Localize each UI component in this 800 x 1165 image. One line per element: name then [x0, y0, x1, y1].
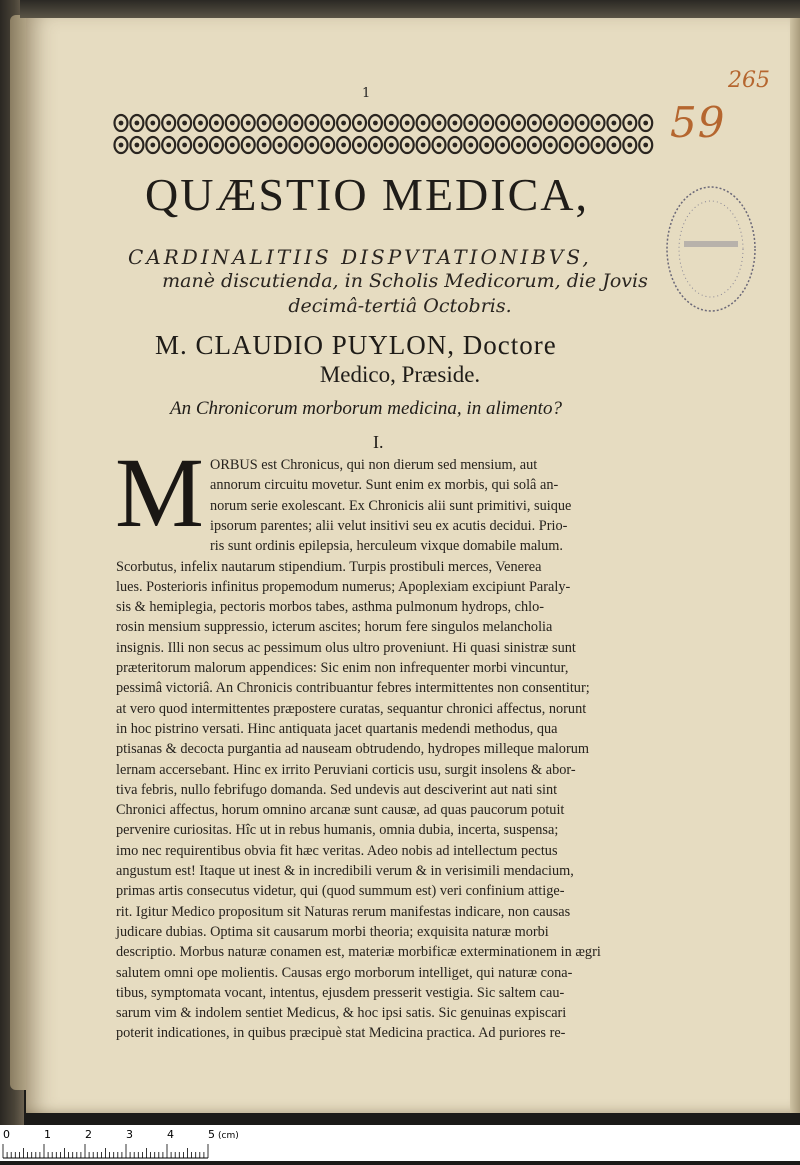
drop-cap: M: [115, 437, 204, 548]
body-line: annorum circuitu movetur. Sunt enim ex morbis, qui solâ an-: [210, 477, 559, 494]
body-line: at vero quod intermittentes præpostere curatas, sequantur chronici affectus, norunt: [116, 700, 587, 717]
body-line: imo nec requirentibus obvia fit hæc veritas. Adeo nobis ad intellectum pectus: [116, 842, 558, 859]
body-line: ipsorum parentes; alii velut insitivi seu ex acutis decidui. Prio-: [210, 517, 568, 534]
folio-number: 1: [362, 86, 371, 101]
praeses-line-2: Medico, Præside.: [319, 362, 481, 387]
handwritten-number-main: 59: [670, 98, 726, 147]
body-line: judicare dubias. Optima sit causarum morbi theoria; exquisita naturæ morbi: [116, 923, 549, 940]
ruler-label: 5: [208, 1128, 215, 1141]
body-line: lues. Posterioris infinitus propemodum numerus; Apoplexiam excipiunt Paraly-: [116, 578, 571, 595]
library-stamp: [664, 183, 759, 315]
ruler-label: 4: [167, 1128, 174, 1141]
body-line: lernam accersebant. Hinc ex irrito Peruviani corticis usu, surgit insolens & abor-: [116, 761, 576, 778]
body-line: ORBUS est Chronicus, qui non dierum sed mensium, aut: [210, 457, 538, 473]
body-line: rit. Igitur Medico propositum sit Naturas rerum manifestas indicare, non causas: [116, 903, 571, 920]
body-line: sis & hemiplegia, pectoris morbos tabes, asthma pulmonum hydrops, chlo-: [116, 599, 545, 616]
ornamental-headband: [113, 112, 661, 156]
body-line: in hoc pistrino versati. Hinc antiquata jacet quartanis medendi methodus, qua: [116, 720, 558, 737]
body-line: Chronici affectus, horum omnino arcanæ sunt causæ, ad quas paucorum potuit: [116, 802, 565, 819]
body-line: descriptio. Morbus naturæ conamen est, materiæ morbificæ exterminationem in ægri: [116, 944, 601, 961]
body-line: pessimâ victoriâ. An Chronicis contribuantur febres intermittentes non consentitur;: [116, 680, 590, 697]
ruler-label: 0: [3, 1128, 10, 1141]
right-page-edge: [790, 18, 800, 1113]
body-line: poterit indicationes, in quibus præcipuè stat Medicina practica. Ad puriores re-: [116, 1025, 566, 1042]
body-line: tibus, symptomata vocant, intentus, ejusdem presserit vestigia. Sic saltem cau-: [116, 984, 565, 1001]
body-line: Scorbutus, infelix nautarum stipendium. Turpis prostibuli merces, Venerea: [116, 558, 542, 575]
subtitle-line-1: CARDINALITIIS DISPVTATIONIBVS,: [128, 245, 592, 269]
body-line: ris sunt ordinis epilepsia, herculeum vixque domabile malum.: [210, 538, 563, 555]
ruler-label: 1: [44, 1128, 51, 1141]
top-edge: [20, 0, 800, 18]
ruler-label: 2: [85, 1128, 92, 1141]
body-line: sarum vim & indolem sentiet Medicus, & hoc ipsi satis. Sic genuinas expiscari: [116, 1005, 567, 1022]
body-line: ptisanas & decocta purgantia ad nauseam obtrudendo, hydropes milleque malorum: [116, 741, 589, 758]
body-line: insignis. Illi non secus ac pessimum olus ultro proveniunt. Hi quasi sinistræ sunt: [116, 639, 576, 656]
ruler-unit: (cm): [218, 1131, 239, 1141]
body-line: angustum est! Itaque ut inest & in incredibili verum & in verisimili mendacium,: [116, 863, 574, 879]
praeses-line-1: M. CLAUDIO PUYLON, Doctore: [155, 330, 557, 360]
ruler-label: 3: [126, 1128, 133, 1141]
scale-ruler: [0, 1125, 800, 1161]
body-line: salutem omni ope molientis. Causas ergo morborum intelliget, qui naturæ cona-: [116, 964, 573, 981]
body-line: rosin mensium suppressio, icterum ascites; horum fere singulos melancholia: [116, 619, 553, 636]
body-line: tiva febris, nullo febrifugo domanda. Sed undevis aut desciverint aut nati sint: [116, 781, 558, 798]
body-line: pervenire curiositas. Hîc ut in rebus humanis, omnia dubia, incerta, suspensa;: [116, 822, 559, 839]
body-line: præteritorum malorum appendices: Sic enim non infrequenter morbi vincuntur,: [116, 660, 569, 676]
body-line: norum serie exolescant. Ex Chronicis alii sunt primitivi, suique: [210, 497, 572, 514]
subtitle-line-2: manè discutienda, in Scholis Medicorum, die Jovis: [162, 270, 648, 292]
handwritten-number-top: 265: [728, 68, 770, 93]
document-title: QUÆSTIO MEDICA,: [145, 169, 589, 220]
question-heading: An Chronicorum morborum medicina, in alimento?: [170, 398, 562, 419]
section-number: I.: [373, 432, 384, 452]
ruler-ticks: [0, 1125, 800, 1161]
subtitle-line-3: decimâ-tertiâ Octobris.: [288, 295, 512, 317]
body-line: primas artis consecutus videtur, qui (quod summum est) veri confinium attige-: [116, 883, 565, 900]
